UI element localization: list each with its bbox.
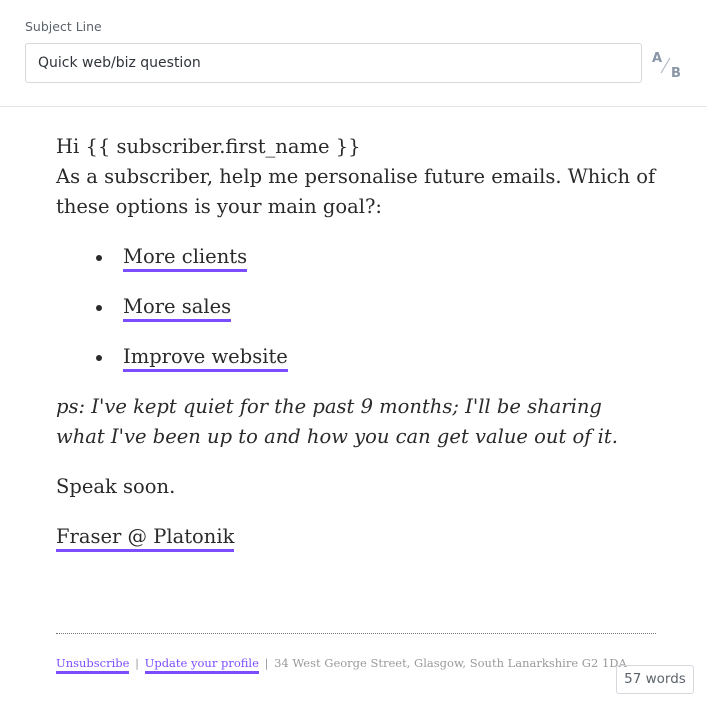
list-item (123, 242, 656, 272)
update-profile-link[interactable]: Update your profile (145, 656, 259, 674)
ab-test-icon[interactable] (648, 46, 686, 82)
subject-line-label: Subject Line (25, 19, 102, 34)
signature-link[interactable]: Fraser @ Platonik (56, 525, 234, 552)
option-link-more-sales[interactable]: More sales (123, 295, 231, 322)
subject-header (0, 0, 707, 107)
email-footer (56, 656, 627, 670)
greeting-text: Hi {{ subscriber.first_name }} (56, 135, 361, 158)
footer-separator: | (135, 656, 139, 670)
word-count-badge: 57 words (616, 665, 694, 694)
option-link-improve-website[interactable]: Improve website (123, 345, 288, 372)
footer-divider (56, 633, 656, 634)
ps-paragraph: ps: I've kept quiet for the past 9 months; I'll be sharing what I've been up to and how you can get value out of it. (56, 395, 618, 448)
footer-address: 34 West George Street, Glasgow, South Lanarkshire G2 1DA (274, 656, 627, 670)
ab-divider-line (661, 58, 670, 73)
footer-separator: | (264, 656, 269, 670)
ab-letter-a: A (652, 51, 663, 66)
option-link-more-clients[interactable]: More clients (123, 245, 247, 272)
list-item (123, 292, 656, 322)
email-body-editor[interactable] (56, 132, 656, 552)
intro-paragraph: As a subscriber, help me personalise future emails. Which of these options is your main goal?: (56, 165, 656, 218)
list-item (123, 342, 656, 372)
subject-line-input[interactable] (25, 43, 642, 83)
signature-paragraph (56, 522, 656, 552)
ab-letter-b: B (671, 66, 681, 81)
options-list (56, 242, 656, 372)
unsubscribe-link[interactable]: Unsubscribe (56, 656, 129, 674)
signoff-text: Speak soon. (56, 475, 176, 498)
